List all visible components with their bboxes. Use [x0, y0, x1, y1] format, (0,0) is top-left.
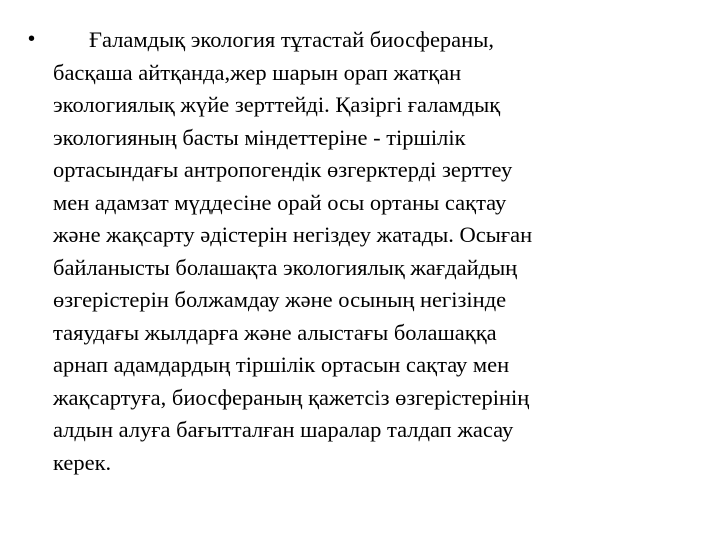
paragraph-line: керек. [53, 449, 112, 475]
paragraph-line: экологияның басты міндеттеріне - тіршілік [53, 124, 466, 150]
paragraph-line: таяудағы жылдарға және алыстағы болашаққа [53, 319, 497, 345]
paragraph-line: басқаша айтқанда,жер шарын орап жатқан [53, 59, 462, 85]
paragraph-line: алдын алуға бағытталған шаралар талдап жасау [53, 417, 514, 442]
paragraph-line: экологиялық жүйе зерттейді. Қазіргі ғаламдық [53, 92, 501, 117]
paragraph-line: ортасындағы антропогендік өзгерктерді зерттеу [53, 157, 513, 182]
body-paragraph [53, 24, 713, 479]
paragraph-line: мен адамзат мүддесіне орай осы ортаны сақтау [53, 189, 507, 215]
paragraph-line: өзгерістерін болжамдау және осының негізінде [53, 287, 507, 312]
paragraph-line: және жақсарту әдістерін негіздеу жатады. Осыған [53, 222, 533, 247]
bullet-point: • [28, 28, 36, 50]
paragraph-line: арнап адамдардың тіршілік ортасын сақтау мен [53, 352, 510, 377]
paragraph-line: жақсартуға, биосфераның қажетсіз өзгерістерінің [53, 384, 530, 410]
paragraph-line: байланысты болашақта экологиялық жағдайдың [53, 254, 518, 280]
paragraph-line: Ғаламдық экология тұтастай биосфераны, [89, 27, 494, 52]
